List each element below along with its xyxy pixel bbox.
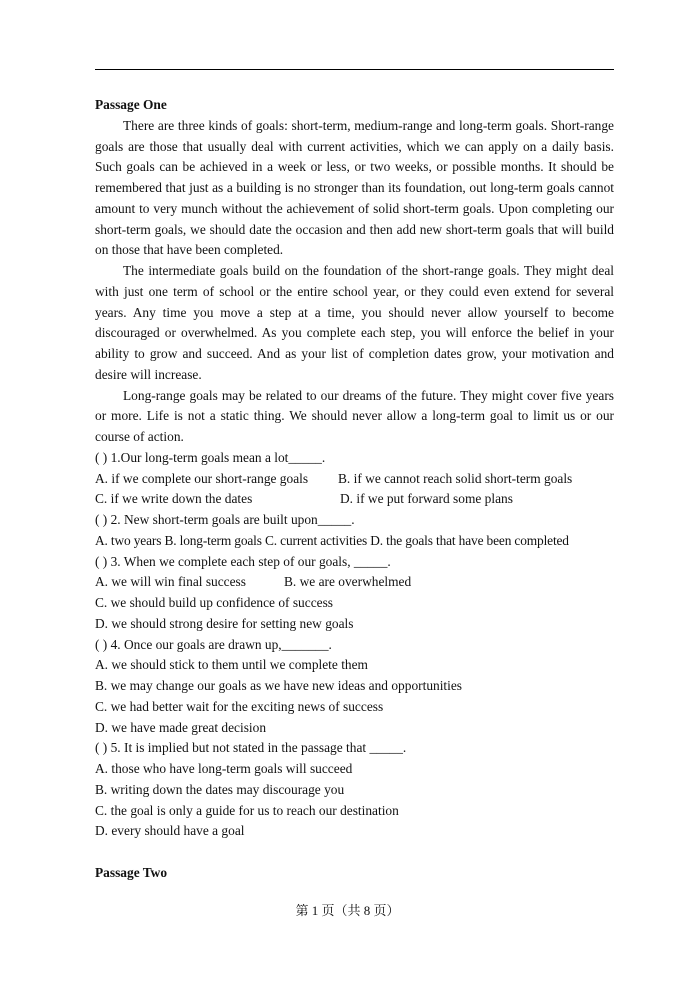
paragraph-1: There are three kinds of goals: short-term, medium-range and long-term goals. Short-range goals are those that usually deal with current activities, which we can apply on a daily basis. Such goals can be achieved in a week or less, or two weeks, or possible months. It should be remembered that just as a building is no stronger than its foundation, out long-term goals cannot amount to very munch without the achievement of solid short-term goals. Upon completing our short-term goals, we should date the occasion and then add new short-term goals that will build on those that have been completed. <box>95 117 614 258</box>
content-body <box>95 95 614 884</box>
question-3-stem: ( ) 3. When we complete each step of our goals, _____. <box>95 553 391 569</box>
question-4-option-c: C. we had better wait for the exciting news of success <box>95 698 384 714</box>
question-1-options-cd <box>95 489 614 510</box>
page-footer: 第 1 页（共 8 页） <box>295 903 400 918</box>
question-5-option-b: B. writing down the dates may discourage you <box>95 781 345 797</box>
question-1-option-d: D. if we put forward some plans <box>340 491 513 507</box>
question-5-option-c: C. the goal is only a guide for us to reach our destination <box>95 802 399 818</box>
paragraph-2: The intermediate goals build on the foundation of the short-range goals. They might deal with just one term of school or the entire school year, or they could even extend for several years. Any time you move a step at a time, you should never allow yourself to become discouraged or overwhelmed. As you complete each step, you will enforce the belief in your ability to grow and succeed. And as your list of completion dates grow, your motivation and desire will increase. <box>95 263 614 382</box>
paragraph-3: Long-range goals may be related to our dreams of the future. They might cover five years or more. Life is not a static thing. We should never allow a long-term goal to limit us or our course of action. <box>95 387 614 444</box>
question-3-option-c: C. we should build up confidence of success <box>95 595 334 610</box>
question-1-options-ab <box>95 469 614 490</box>
passage-one-heading: Passage One <box>95 97 167 112</box>
question-3-option-b: B. we are overwhelmed <box>284 574 412 590</box>
question-1-option-c: C. if we write down the dates <box>95 491 253 507</box>
question-5-option-a: A. those who have long-term goals will succeed <box>95 761 353 776</box>
question-3-option-d: D. we should strong desire for setting new goals <box>95 615 354 631</box>
section-spacer <box>95 842 614 863</box>
question-2-stem: ( ) 2. New short-term goals are built upon_____. <box>95 512 355 527</box>
question-4-option-a: A. we should stick to them until we complete them <box>95 657 368 673</box>
question-3-options-ab <box>95 572 614 593</box>
question-5-stem: ( ) 5. It is implied but not stated in the passage that _____. <box>95 740 407 756</box>
header-rule <box>95 69 614 70</box>
question-1-option-a: A. if we complete our short-range goals <box>95 470 309 486</box>
question-5-option-d: D. every should have a goal <box>95 823 245 839</box>
question-4-option-d: D. we have made great decision <box>95 719 267 735</box>
question-1-option-b: B. if we cannot reach solid short-term goals <box>338 470 573 486</box>
question-3-option-a: A. we will win final success <box>95 574 246 590</box>
question-1-stem: ( ) 1.Our long-term goals mean a lot_____. <box>95 449 326 465</box>
passage-two-heading: Passage Two <box>95 864 168 880</box>
question-2-options: A. two years B. long-term goals C. current activities D. the goals that have been completed <box>95 532 569 548</box>
question-4-stem: ( ) 4. Once our goals are drawn up,_______. <box>95 636 332 652</box>
question-4-option-b: B. we may change our goals as we have new ideas and opportunities <box>95 678 463 693</box>
